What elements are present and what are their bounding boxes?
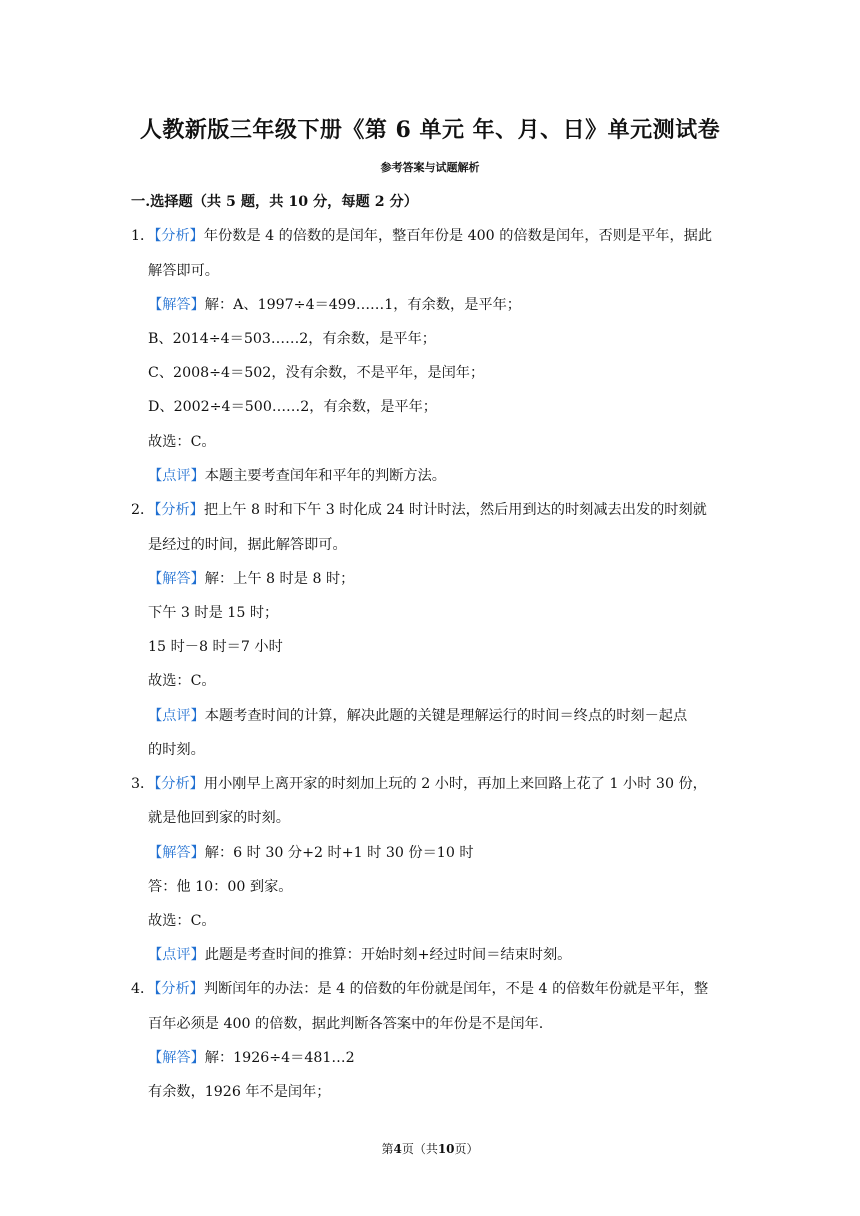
question-3-analysis-line — [131, 774, 707, 794]
question-1-analysis-line — [131, 226, 712, 246]
analysis-text: 年份数是 4 的倍数的是闰年，整百年份是 400 的倍数是闰年，否则是平年，据此 — [203, 228, 713, 244]
footer-suffix: 页） — [454, 1142, 479, 1156]
analysis-tag: 【分析】 — [154, 776, 204, 792]
analysis-tag: 【分析】 — [154, 981, 204, 997]
analysis-tag: 【分析】 — [154, 228, 204, 244]
analysis-text: 解答即可。 — [148, 263, 219, 279]
analysis-text: 是经过的时间，据此解答即可。 — [148, 537, 347, 553]
answer-tag: 【解答】 — [148, 571, 205, 587]
question-2-analysis-line — [131, 500, 707, 520]
answer-tag: 【解答】 — [148, 1050, 205, 1066]
question-4-analysis-line — [131, 979, 708, 999]
footer-total-pages: 10 — [437, 1142, 455, 1156]
answer-text: 有余数，1926 年不是闰年； — [148, 1084, 331, 1100]
question-3-comment-line — [148, 945, 571, 965]
answer-text: 解：上午 8 时是 8 时； — [204, 571, 355, 587]
answer-tag: 【解答】 — [148, 845, 205, 861]
answer-text: C、2008÷4＝502，没有余数，不是平年，是闰年； — [148, 365, 485, 381]
answer-tag: 【解答】 — [148, 297, 205, 313]
question-1-comment-line — [148, 466, 446, 486]
footer-mid: 页（共 — [401, 1142, 438, 1156]
answer-text: 解：6 时 30 分+2 时+1 时 30 份＝10 时 — [204, 845, 474, 861]
question-number: 4． — [131, 981, 155, 997]
choice-text: 故选：C。 — [148, 673, 216, 689]
answer-text: 15 时－8 时＝7 小时 — [148, 639, 283, 655]
document-subtitle: 参考答案与试题解析 — [380, 161, 480, 174]
comment-tag: 【点评】 — [148, 708, 205, 724]
question-number: 3． — [131, 776, 155, 792]
choice-text: 故选：C。 — [148, 913, 216, 929]
footer-page-number: 4 — [393, 1142, 402, 1156]
analysis-text: 用小刚早上离开家的时刻加上玩的 2 小时，再加上来回路上花了 1 小时 30 份， — [203, 776, 707, 792]
page-footer — [0, 1140, 860, 1157]
answer-text: B、2014÷4＝503……2，有余数，是平年； — [148, 331, 436, 347]
analysis-text: 把上午 8 时和下午 3 时化成 24 时计时法，然后用到达的时刻减去出发的时刻就 — [203, 502, 707, 518]
comment-text: 此题是考查时间的推算：开始时刻+经过时间＝结束时刻。 — [204, 947, 572, 963]
question-3-answer-line — [148, 843, 474, 863]
footer-prefix: 第 — [381, 1142, 394, 1156]
analysis-text: 判断闰年的办法：是 4 的倍数的年份就是闰年，不是 4 的倍数年份就是平年，整 — [203, 981, 709, 997]
answer-text: 解：A、1997÷4＝499……1，有余数，是平年； — [204, 297, 521, 313]
question-2-comment-line — [148, 706, 687, 726]
answer-text: 解：1926÷4＝481…2 — [204, 1050, 355, 1066]
question-1-answer-line — [148, 295, 521, 315]
choice-text: 故选：C。 — [148, 434, 216, 450]
question-2-answer-line — [148, 569, 354, 589]
question-number: 1． — [131, 228, 155, 244]
comment-tag: 【点评】 — [148, 947, 205, 963]
analysis-tag: 【分析】 — [154, 502, 204, 518]
comment-text: 本题考查时间的计算，解决此题的关键是理解运行的时间＝终点的时刻－起点 — [204, 708, 688, 724]
question-4-answer-line — [148, 1048, 355, 1068]
analysis-text: 就是他回到家的时刻。 — [148, 810, 290, 826]
answer-text: 答：他 10：00 到家。 — [148, 879, 293, 895]
analysis-text: 百年必须是 400 的倍数，据此判断各答案中的年份是不是闰年. — [148, 1016, 544, 1032]
section-heading: 一.选择题（共 5 题，共 10 分，每题 2 分） — [131, 194, 418, 210]
document-title: 人教新版三年级下册《第 6 单元 年、月、日》单元测试卷 — [139, 117, 721, 143]
comment-text: 本题主要考查闰年和平年的判断方法。 — [204, 468, 446, 484]
question-number: 2． — [131, 502, 155, 518]
answer-text: D、2002÷4＝500……2，有余数，是平年； — [148, 399, 437, 415]
answer-text: 下午 3 时是 15 时； — [148, 605, 279, 621]
comment-tag: 【点评】 — [148, 468, 205, 484]
comment-text: 的时刻。 — [148, 742, 205, 758]
